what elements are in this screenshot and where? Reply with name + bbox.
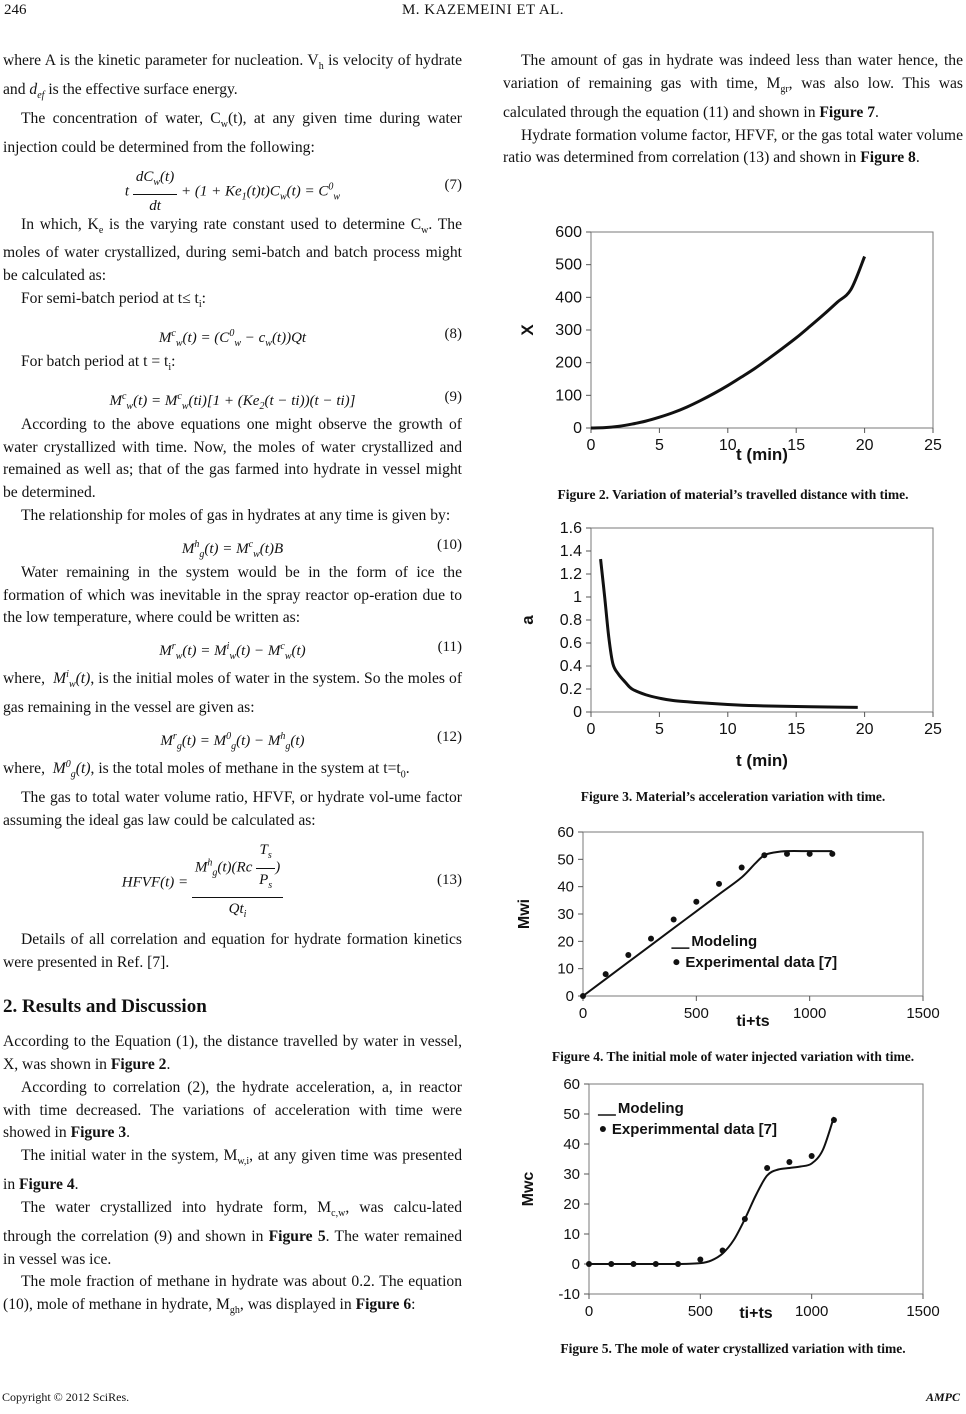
data-point — [784, 851, 790, 857]
x-tick-label: 1000 — [794, 1303, 829, 1320]
chart-initial-water — [503, 818, 963, 1040]
y-tick-label: 30 — [563, 1166, 580, 1183]
legend-label: Modeling — [617, 1100, 684, 1117]
data-point — [720, 1248, 726, 1254]
series-line — [583, 851, 832, 996]
equation-12: $M^r_g(t) = M^0_g(t) - M^h_g(t)$ (12) — [160, 729, 462, 753]
figure-4 — [503, 818, 963, 1065]
data-point — [807, 851, 813, 857]
paragraph: The amount of gas in hydrate was indeed less than water hence, the variation of remaining gas with time, $M_{gr}$, was also low. This was calculated through the equation (11) and shown in Figure 7. — [503, 52, 963, 121]
equation-8: $M^c_w(t) = (C^0_w - c_w(t))Qt$ (8) — [158, 325, 462, 349]
section-heading: 2. Results and Discussion — [3, 996, 207, 1018]
x-tick-label: 15 — [787, 721, 806, 738]
data-point — [603, 971, 609, 977]
paragraph: Details of all correlation and equation for hydrate formation kinetics were presented in Ref. [7]. — [3, 930, 462, 971]
paragraph: Hydrate formation volume factor, HFVF, or the gas total water volume ratio was determined from correlation (13) and shown in Figure 8. — [503, 126, 963, 167]
data-point — [786, 1159, 792, 1165]
paragraph: The gas to total water volume ratio, HFVF, or hydrate vol-ume factor assuming the ideal gas law could be calculated as: — [3, 789, 462, 829]
x-tick-label: 25 — [924, 721, 942, 738]
data-point — [764, 1165, 770, 1171]
paragraph: For batch period at $t = t_i$: — [21, 352, 176, 374]
paragraph: The initial water in the system, $M_{w,i}$, at any given time was presented in Figure 4. — [3, 1147, 462, 1194]
paragraph: For semi-batch period at $t\le t_i$: — [21, 290, 207, 311]
x-tick-label: 0 — [586, 721, 596, 738]
y-tick-label: 0.8 — [559, 612, 582, 629]
series-line — [591, 257, 865, 429]
equation-13: HFVF(t) = $M^h_g(t)(Rc$ $\frac{T_s}{P_s}$ ) $Qt_i$ (13) — [3, 833, 462, 929]
paragraph: where, $M^i_w(t)$, is the initial moles of water in the system. So the moles of gas remaining in the vessel are given as: — [3, 669, 463, 717]
paragraph: According to correlation (2), the hydrate acceleration, a, in reactor with time decreased. The variations of acceleration with time were showed in Figure 3. — [3, 1078, 462, 1142]
paragraph: where A is the kinetic parameter for nucleation. $V_h$ is velocity of hydrate and $d_{ef}$ is the effective surface energy. — [3, 52, 462, 102]
plot-frame — [591, 528, 933, 712]
paragraph: where, $M^0_g(t)$, is the total moles of methane in the system at $t=t_0$. — [3, 759, 410, 781]
x-tick-label: 20 — [855, 721, 874, 738]
equation-7: t $\frac{dC_w(t)}{dt}$ + $(1 + Ke_1(t)t)C_w(t) = C^0_w$ (7) — [3, 160, 462, 214]
copyright: Copyright © 2012 SciRes. — [2, 1390, 130, 1404]
x-tick-label: 0 — [586, 437, 596, 454]
y-tick-label: 0.6 — [559, 635, 582, 652]
data-point — [742, 1216, 748, 1222]
running-header — [0, 0, 966, 30]
y-tick-label: 600 — [555, 224, 582, 241]
y-tick-label: 300 — [555, 322, 582, 339]
paragraph: The water crystallized into hydrate form, $M_{c,w}$, was calcu-lated through the correlation (9) and shown in Figure 5. The water remained in vessel was ice. — [3, 1198, 463, 1268]
y-tick-label: 60 — [563, 1076, 580, 1093]
figure-caption: Figure 2. Variation of material’s travelled distance with time. — [557, 487, 909, 502]
figure-3 — [503, 518, 963, 805]
x-tick-label: 500 — [687, 1303, 713, 1320]
data-point — [829, 851, 835, 857]
data-point — [697, 1257, 703, 1263]
paragraph: According to the Equation (1), the distance travelled by water in vessel, X, was shown in Figure 2. — [3, 1033, 462, 1073]
data-point — [675, 1261, 681, 1267]
y-axis-label: Mwi — [516, 898, 533, 930]
data-point — [580, 993, 586, 999]
y-tick-label: 400 — [555, 289, 582, 307]
paragraph: The relationship for moles of gas in hydrates at any time is given by: — [21, 507, 451, 525]
figure-caption: Figure 3. Material’s acceleration variation with time. — [580, 789, 886, 804]
y-tick-label: 1.2 — [559, 566, 582, 583]
chart-acceleration — [503, 518, 963, 780]
y-tick-label: 10 — [557, 960, 574, 978]
plot-frame — [583, 832, 923, 996]
y-tick-label: 20 — [557, 933, 574, 951]
left-column — [3, 50, 462, 1323]
x-tick-label: 5 — [654, 721, 664, 738]
y-tick-label: 0.2 — [559, 681, 582, 698]
series-line — [601, 559, 858, 707]
legend-point-swatch — [673, 959, 679, 965]
x-axis-label: t (min) — [736, 445, 788, 464]
y-tick-label: 30 — [557, 906, 574, 923]
paragraph: The mole fraction of methane in hydrate was about 0.2. The equation (10), mole of methane in hydrate, $M_{gh}$, was displayed in Figure 6: — [3, 1273, 462, 1317]
series-line — [589, 1117, 834, 1264]
y-axis-label: Mwc — [520, 1171, 537, 1207]
data-point — [716, 881, 722, 887]
legend-label: Modeling — [691, 933, 758, 951]
y-tick-label: 50 — [557, 851, 574, 869]
right-column — [503, 50, 963, 170]
paragraph: Water remaining in the system would be in the form of ice the formation of which was inevitable in the spray reactor op-eration due to the low temperature, where could be written as: — [3, 563, 462, 627]
x-tick-label: 5 — [654, 437, 664, 454]
y-tick-label: 0 — [573, 420, 582, 437]
paragraph: In which, $K_e$ is the varying rate constant used to determine $C_w$. The moles of water crystallized, during semi-batch and batch process might be calculated as: — [3, 215, 462, 285]
y-tick-label: 1.6 — [559, 520, 582, 537]
y-tick-label: 60 — [557, 824, 574, 841]
data-point — [831, 1117, 837, 1123]
y-tick-label: 20 — [563, 1196, 580, 1213]
y-tick-label: 40 — [563, 1136, 580, 1153]
chart-water-crystallized — [503, 1076, 963, 1332]
chart-distance — [503, 222, 963, 478]
x-tick-label: 20 — [855, 437, 874, 454]
y-tick-label: -10 — [558, 1286, 580, 1303]
x-tick-label: 10 — [718, 437, 737, 454]
legend-point-swatch — [600, 1126, 606, 1132]
y-tick-label: 1 — [573, 589, 582, 606]
data-point — [625, 952, 631, 958]
data-point — [739, 865, 745, 871]
x-tick-label: 500 — [683, 1005, 709, 1022]
data-point — [586, 1261, 592, 1267]
figure-2 — [503, 222, 963, 503]
data-point — [608, 1261, 614, 1267]
legend-label: Experimental data [7] — [685, 954, 838, 972]
data-point — [809, 1153, 815, 1159]
page-number: 246 — [4, 2, 27, 18]
x-axis-label: ti+ts — [739, 1305, 773, 1322]
y-tick-label: 0 — [571, 1256, 580, 1273]
y-tick-label: 100 — [555, 387, 582, 405]
legend-label: Experimmental data [7] — [611, 1121, 777, 1138]
data-point — [693, 899, 699, 905]
plot-frame — [591, 232, 933, 428]
x-tick-label: 1500 — [906, 1005, 940, 1022]
paragraph: The concentration of water, $C_w(t)$, at any given time during water injection could be determined from the following: — [3, 109, 462, 156]
y-axis-label: a — [518, 615, 537, 625]
y-tick-label: 0.4 — [559, 658, 582, 675]
x-tick-label: 0 — [584, 1303, 594, 1320]
figure-caption: Figure 4. The initial mole of water injected variation with time. — [551, 1049, 915, 1064]
y-tick-label: 200 — [555, 354, 582, 372]
equation-9: $M^c_w(t) = M^c_w(ti)[1 + (Ke_2(t - ti))(t - ti)]$ (9) — [109, 388, 462, 412]
y-tick-label: 50 — [563, 1106, 580, 1123]
figure-caption: Figure 5. The mole of water crystallized variation with time. — [560, 1341, 906, 1356]
x-axis-label: ti+ts — [736, 1013, 770, 1030]
running-title: M. KAZEMEINI ET AL. — [401, 2, 565, 18]
data-point — [761, 852, 767, 858]
y-tick-label: 0 — [565, 988, 574, 1005]
x-tick-label: 1000 — [792, 1005, 827, 1022]
paragraph: According to the above equations one might observe the growth of water crystallized with time. Now, the moles of water crystallized and remained as well as; that of the gas farmed into hydrate in vessel might be determined. — [3, 415, 462, 502]
data-point — [671, 916, 677, 922]
y-tick-label: 1.4 — [559, 543, 582, 560]
data-point — [631, 1261, 637, 1267]
x-axis-label: t (min) — [736, 751, 788, 770]
y-tick-label: 40 — [557, 878, 574, 896]
equation-11: $M^r_w(t) = M^i_w(t) - M^c_w(t)$ (11) — [159, 639, 462, 663]
y-tick-label: 0 — [573, 704, 582, 721]
equation-10: $M^h_g(t) = M^c_w(t)B$ (10) — [181, 536, 462, 560]
x-tick-label: 1500 — [906, 1303, 940, 1320]
y-tick-label: 10 — [563, 1226, 580, 1243]
figure-5 — [503, 1076, 963, 1357]
x-tick-label: 0 — [578, 1005, 588, 1022]
y-axis-label: X — [518, 324, 537, 336]
x-tick-label: 15 — [787, 437, 806, 454]
data-point — [648, 936, 654, 942]
x-tick-label: 10 — [718, 721, 737, 738]
y-tick-label: 500 — [555, 256, 582, 274]
x-tick-label: 25 — [924, 437, 942, 454]
journal-name: AMPC — [925, 1390, 960, 1404]
data-point — [653, 1261, 659, 1267]
